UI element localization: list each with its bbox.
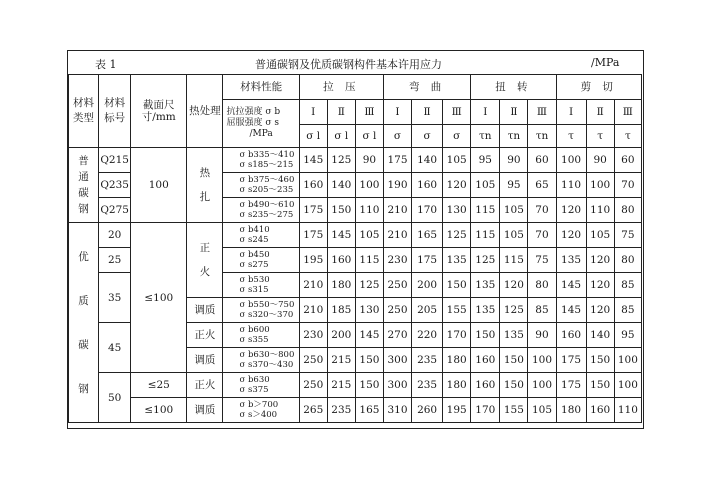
header-level-4: Ⅱ	[412, 100, 443, 125]
stress-value-cell: 125	[443, 223, 471, 248]
stress-value-cell: 100	[614, 348, 641, 373]
stress-value-cell: 90	[500, 148, 528, 173]
stress-value-cell: 95	[500, 173, 528, 198]
header-tension-compression: 拉 压	[299, 75, 383, 100]
stress-value-cell: 120	[556, 223, 586, 248]
stress-value-cell: 105	[443, 148, 471, 173]
stress-value-cell: 100	[528, 373, 556, 398]
allowable-stress-table	[68, 74, 642, 423]
tensile-strength-value: σ b630～800	[239, 350, 295, 360]
stress-value-cell: 165	[412, 223, 443, 248]
stress-value-cell: 70	[528, 198, 556, 223]
strength-cell	[223, 198, 299, 223]
strength-unit-label: /MPa	[249, 129, 273, 139]
grade-cell: 35	[99, 273, 131, 323]
stress-value-cell: 135	[443, 248, 471, 273]
stress-value-cell: 215	[327, 373, 355, 398]
yield-strength-value: σ s375	[239, 385, 269, 395]
yield-strength-value: σ s185～215	[239, 160, 294, 170]
heat-treatment-cell	[187, 323, 223, 348]
heat-treatment-cell	[187, 148, 223, 223]
strength-cell	[223, 373, 299, 398]
heat-treatment-label: 正 火	[199, 242, 211, 278]
stress-value-cell: 115	[471, 223, 500, 248]
header-material-properties: 材料性能	[223, 75, 299, 100]
yield-strength-label: 屈服强度 σ s	[226, 118, 279, 128]
stress-value-cell: 105	[471, 173, 500, 198]
heat-treatment-label: 热 扎	[199, 167, 211, 203]
strength-cell	[223, 173, 299, 198]
stress-value-cell: 125	[471, 248, 500, 273]
heat-treatment-cell	[187, 398, 223, 423]
tensile-strength-value: σ b630	[239, 375, 270, 385]
heat-treatment-label: 正火	[194, 379, 216, 391]
stress-value-cell: 135	[471, 273, 500, 298]
grade-cell: 20	[99, 223, 131, 248]
stress-value-cell: 150	[471, 323, 500, 348]
stress-value-cell: 120	[556, 198, 586, 223]
stress-value-cell: 145	[355, 323, 383, 348]
yield-strength-value: σ s275	[239, 260, 269, 270]
heat-treatment-cell	[187, 348, 223, 373]
stress-value-cell: 90	[586, 148, 614, 173]
stress-value-cell: 150	[500, 348, 528, 373]
header-level-8: Ⅲ	[528, 100, 556, 125]
stress-value-cell: 220	[412, 323, 443, 348]
stress-value-cell: 235	[412, 348, 443, 373]
stress-value-cell: 160	[471, 373, 500, 398]
stress-value-cell: 150	[586, 348, 614, 373]
stress-value-cell: 85	[528, 298, 556, 323]
stress-value-cell: 140	[327, 173, 355, 198]
stress-value-cell: 160	[299, 173, 327, 198]
stress-value-cell: 150	[327, 198, 355, 223]
material-type-label: 普通碳钢	[78, 155, 89, 215]
stress-value-cell: 200	[327, 323, 355, 348]
stress-value-cell: 160	[556, 323, 586, 348]
stress-value-cell: 200	[412, 273, 443, 298]
stress-value-cell: 150	[355, 348, 383, 373]
grade-cell: 25	[99, 248, 131, 273]
header-level-9: Ⅰ	[556, 100, 586, 125]
header-symbol-1: σ l	[327, 125, 355, 148]
stress-value-cell: 65	[528, 173, 556, 198]
header-symbol-6: τn	[471, 125, 500, 148]
stress-value-cell: 150	[443, 273, 471, 298]
stress-value-cell: 120	[500, 273, 528, 298]
stress-value-cell: 175	[556, 373, 586, 398]
tensile-strength-value: σ b450	[239, 250, 270, 260]
stress-value-cell: 250	[299, 373, 327, 398]
heat-treatment-cell	[187, 298, 223, 323]
header-section-size: 截面尺寸/mm	[131, 75, 187, 148]
stress-value-cell: 115	[355, 248, 383, 273]
tensile-strength-value: σ b375～460	[239, 175, 295, 185]
stress-value-cell: 105	[528, 398, 556, 423]
table-title: 普通碳钢及优质碳钢构件基本许用应力	[255, 58, 442, 71]
header-level-3: Ⅰ	[383, 100, 411, 125]
yield-strength-value: σ s355	[239, 335, 269, 345]
stress-value-cell: 210	[383, 198, 411, 223]
stress-value-cell: 120	[586, 273, 614, 298]
stress-value-cell: 105	[355, 223, 383, 248]
stress-value-cell: 175	[383, 148, 411, 173]
strength-cell	[223, 398, 299, 423]
grade-cell: Q275	[99, 198, 131, 223]
heat-treatment-cell	[187, 223, 223, 298]
header-level-10: Ⅱ	[586, 100, 614, 125]
header-shear: 剪 切	[556, 75, 641, 100]
stress-value-cell: 80	[614, 248, 641, 273]
table-row	[69, 223, 642, 248]
stress-value-cell: 110	[586, 198, 614, 223]
stress-value-cell: 180	[556, 398, 586, 423]
stress-value-cell: 85	[614, 273, 641, 298]
stress-value-cell: 190	[383, 173, 411, 198]
stress-value-cell: 100	[355, 173, 383, 198]
yield-strength-value: σ s235～275	[239, 210, 294, 220]
stress-value-cell: 80	[614, 198, 641, 223]
stress-value-cell: 160	[471, 348, 500, 373]
header-bending: 弯 曲	[383, 75, 470, 100]
stress-value-cell: 155	[443, 298, 471, 323]
stress-value-cell: 70	[614, 173, 641, 198]
heat-treatment-label: 调质	[194, 404, 216, 416]
stress-value-cell: 135	[471, 298, 500, 323]
tensile-strength-value: σ b530	[239, 275, 270, 285]
material-type-cell	[69, 223, 99, 423]
strength-cell	[223, 323, 299, 348]
table-body	[69, 75, 642, 423]
yield-strength-value: σ s320～370	[239, 310, 294, 320]
stress-value-cell: 110	[556, 173, 586, 198]
strength-cell	[223, 148, 299, 173]
header-material-type: 材料类型	[69, 75, 99, 148]
stress-value-cell: 175	[299, 198, 327, 223]
stress-value-cell: 250	[299, 348, 327, 373]
stress-value-cell: 110	[355, 198, 383, 223]
stress-value-cell: 260	[412, 398, 443, 423]
header-level-6: Ⅰ	[471, 100, 500, 125]
stress-value-cell: 300	[383, 373, 411, 398]
stress-value-cell: 85	[614, 298, 641, 323]
section-size-cell: ≤100	[131, 398, 187, 423]
heat-treatment-label: 正火	[194, 329, 216, 341]
header-symbol-7: τn	[500, 125, 528, 148]
header-symbol-8: τn	[528, 125, 556, 148]
header-symbol-10: τ	[586, 125, 614, 148]
stress-value-cell: 210	[383, 223, 411, 248]
yield-strength-value: σ s370～430	[239, 360, 294, 370]
stress-value-cell: 105	[500, 223, 528, 248]
strength-cell	[223, 248, 299, 273]
table-row	[69, 398, 642, 423]
stress-value-cell: 160	[412, 173, 443, 198]
stress-value-cell: 90	[355, 148, 383, 173]
stress-value-cell: 105	[500, 198, 528, 223]
header-material-grade: 材料标号	[99, 75, 131, 148]
stress-value-cell: 100	[586, 173, 614, 198]
stress-value-cell: 145	[556, 273, 586, 298]
stress-value-cell: 115	[500, 248, 528, 273]
stress-value-cell: 130	[355, 298, 383, 323]
header-symbol-9: τ	[556, 125, 586, 148]
yield-strength-value: σ s＞400	[239, 410, 278, 420]
stress-value-cell: 110	[614, 398, 641, 423]
stress-value-cell: 205	[412, 298, 443, 323]
tensile-strength-value: σ b550～750	[239, 300, 295, 310]
stress-value-cell: 60	[528, 148, 556, 173]
stress-table-sheet	[67, 50, 644, 429]
stress-value-cell: 160	[327, 248, 355, 273]
header-strength-labels	[223, 100, 299, 148]
material-type-label: 优质碳钢	[78, 250, 89, 395]
stress-value-cell: 150	[586, 373, 614, 398]
stress-value-cell: 75	[528, 248, 556, 273]
yield-strength-value: σ s315	[239, 285, 269, 295]
stress-value-cell: 120	[443, 173, 471, 198]
stress-value-cell: 150	[355, 373, 383, 398]
stress-value-cell: 120	[586, 298, 614, 323]
stress-value-cell: 235	[412, 373, 443, 398]
stress-value-cell: 250	[383, 298, 411, 323]
heat-treatment-label: 调质	[194, 304, 216, 316]
strength-cell	[223, 348, 299, 373]
header-symbol-11: τ	[614, 125, 641, 148]
header-torsion: 扭 转	[471, 75, 556, 100]
tensile-strength-value: σ b＞700	[239, 400, 279, 410]
stress-value-cell: 195	[443, 398, 471, 423]
section-size-cell: ≤25	[131, 373, 187, 398]
section-size-cell: ≤100	[131, 223, 187, 373]
strength-cell	[223, 298, 299, 323]
table-row	[69, 373, 642, 398]
stress-value-cell: 180	[443, 348, 471, 373]
stress-value-cell: 270	[383, 323, 411, 348]
grade-cell: 45	[99, 323, 131, 373]
stress-value-cell: 135	[500, 323, 528, 348]
tensile-strength-value: σ b600	[239, 325, 270, 335]
yield-strength-value: σ s205～235	[239, 185, 294, 195]
stress-value-cell: 210	[299, 273, 327, 298]
stress-value-cell: 210	[299, 298, 327, 323]
header-level-2: Ⅲ	[355, 100, 383, 125]
stress-value-cell: 100	[614, 373, 641, 398]
stress-value-cell: 180	[443, 373, 471, 398]
table-unit: /MPa	[591, 56, 620, 69]
stress-value-cell: 180	[327, 273, 355, 298]
stress-value-cell: 215	[327, 348, 355, 373]
stress-value-cell: 90	[528, 323, 556, 348]
stress-value-cell: 230	[383, 248, 411, 273]
yield-strength-value: σ s245	[239, 235, 269, 245]
header-level-1: Ⅱ	[327, 100, 355, 125]
stress-value-cell: 300	[383, 348, 411, 373]
stress-value-cell: 175	[299, 223, 327, 248]
stress-value-cell: 75	[614, 223, 641, 248]
header-level-7: Ⅱ	[500, 100, 528, 125]
stress-value-cell: 145	[327, 223, 355, 248]
stress-value-cell: 115	[471, 198, 500, 223]
stress-value-cell: 140	[586, 323, 614, 348]
stress-value-cell: 195	[299, 248, 327, 273]
section-size-cell: 100	[131, 148, 187, 223]
stress-value-cell: 150	[500, 373, 528, 398]
grade-cell: Q215	[99, 148, 131, 173]
stress-value-cell: 170	[412, 198, 443, 223]
stress-value-cell: 95	[471, 148, 500, 173]
stress-value-cell: 175	[412, 248, 443, 273]
stress-value-cell: 170	[443, 323, 471, 348]
stress-value-cell: 125	[355, 273, 383, 298]
stress-value-cell: 310	[383, 398, 411, 423]
stress-value-cell: 105	[586, 223, 614, 248]
stress-value-cell: 165	[355, 398, 383, 423]
stress-value-cell: 250	[383, 273, 411, 298]
stress-value-cell: 170	[471, 398, 500, 423]
strength-cell	[223, 273, 299, 298]
stress-value-cell: 175	[556, 348, 586, 373]
stress-value-cell: 185	[327, 298, 355, 323]
stress-value-cell: 125	[327, 148, 355, 173]
heat-treatment-label: 调质	[194, 354, 216, 366]
header-symbol-4: σ	[412, 125, 443, 148]
stress-value-cell: 80	[528, 273, 556, 298]
header-symbol-3: σ	[383, 125, 411, 148]
stress-value-cell: 160	[586, 398, 614, 423]
strength-cell	[223, 223, 299, 248]
stress-value-cell: 125	[500, 298, 528, 323]
material-type-cell	[69, 148, 99, 223]
stress-value-cell: 155	[500, 398, 528, 423]
stress-value-cell: 100	[556, 148, 586, 173]
grade-cell: Q235	[99, 173, 131, 198]
tensile-strength-value: σ b490～610	[239, 200, 295, 210]
header-heat-treatment: 热处理	[187, 75, 223, 148]
header-level-5: Ⅲ	[443, 100, 471, 125]
stress-value-cell: 230	[299, 323, 327, 348]
header-symbol-2: σ l	[355, 125, 383, 148]
stress-value-cell: 140	[412, 148, 443, 173]
stress-value-cell: 235	[327, 398, 355, 423]
stress-value-cell: 135	[556, 248, 586, 273]
table-number: 表 1	[95, 58, 117, 71]
table-caption	[68, 51, 642, 75]
header-level-0: Ⅰ	[299, 100, 327, 125]
header-symbol-0: σ l	[299, 125, 327, 148]
stress-value-cell: 60	[614, 148, 641, 173]
tensile-strength-value: σ b410	[239, 225, 270, 235]
stress-value-cell: 145	[299, 148, 327, 173]
header-level-11: Ⅲ	[614, 100, 641, 125]
stress-value-cell: 145	[556, 298, 586, 323]
tensile-strength-label: 抗拉强度 σ b	[226, 107, 281, 117]
stress-value-cell: 100	[528, 348, 556, 373]
stress-value-cell: 70	[528, 223, 556, 248]
stress-value-cell: 130	[443, 198, 471, 223]
heat-treatment-cell	[187, 373, 223, 398]
grade-cell: 50	[99, 373, 131, 423]
stress-value-cell: 95	[614, 323, 641, 348]
table-row	[69, 148, 642, 173]
tensile-strength-value: σ b335～410	[239, 150, 295, 160]
header-symbol-5: σ	[443, 125, 471, 148]
stress-value-cell: 120	[586, 248, 614, 273]
stress-value-cell: 265	[299, 398, 327, 423]
